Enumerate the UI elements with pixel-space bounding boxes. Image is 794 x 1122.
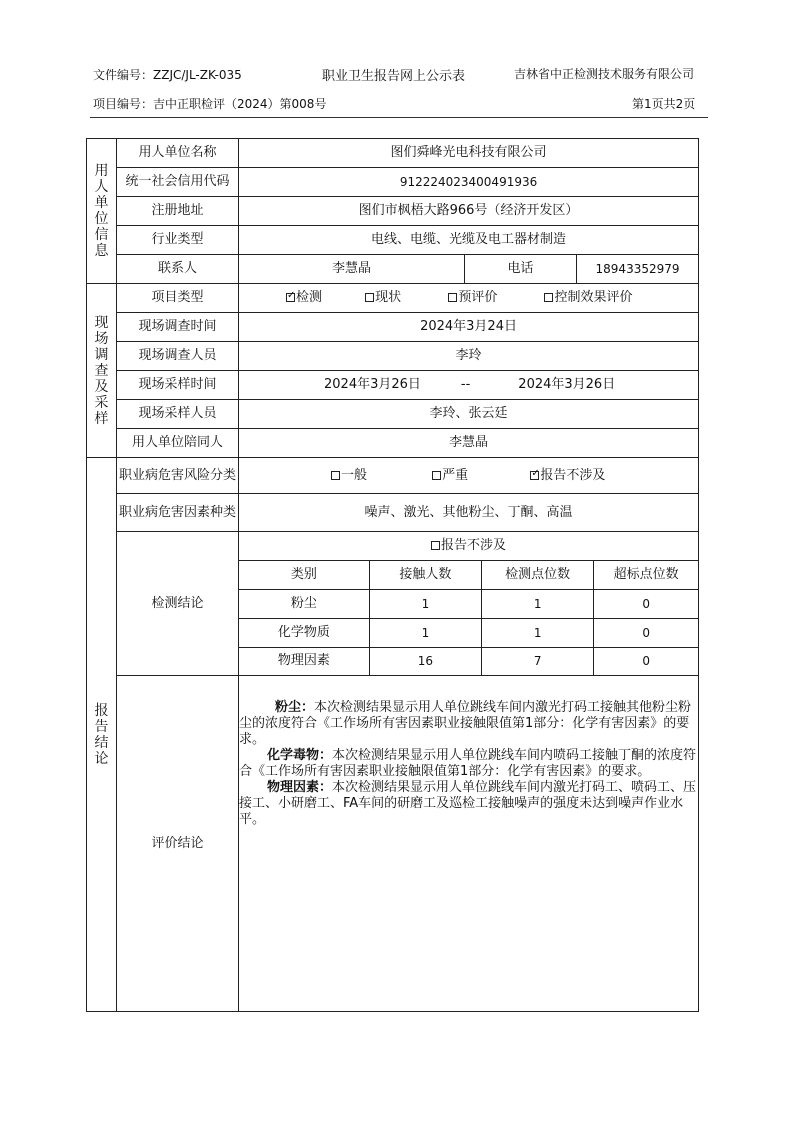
value-address: 图们市枫梧大路966号（经济开发区） [239, 197, 699, 226]
checkbox-icon[interactable] [448, 293, 457, 302]
detection-cell [239, 532, 699, 676]
label-credit-code: 统一社会信用代码 [117, 168, 239, 197]
row-address [87, 197, 699, 226]
label-project-type: 项目类型 [117, 284, 239, 313]
option-risk-not-involved[interactable]: ✓ 报告不涉及 [530, 468, 605, 484]
label-sampling-staff: 现场采样人员 [117, 400, 239, 429]
label-contact: 联系人 [117, 255, 239, 284]
option-pre-evaluation[interactable]: 预评价 [448, 290, 497, 306]
row-evaluation [87, 676, 699, 1012]
header-point-count: 检测点位数 [482, 560, 594, 589]
label-sampling-time: 现场采样时间 [117, 371, 239, 400]
checkbox-icon[interactable] [544, 293, 553, 302]
label-unit-name: 用人单位名称 [117, 139, 239, 168]
report-table [86, 138, 699, 1012]
value-contact: 李慧晶 [239, 255, 465, 284]
label-evaluation: 评价结论 [117, 676, 239, 1012]
header-category: 类别 [239, 560, 369, 589]
row-survey-time [87, 313, 699, 342]
value-survey-time: 2024年3月24日 [239, 313, 699, 342]
row-sampling-staff [87, 400, 699, 429]
header-exposed-count: 接触人数 [369, 560, 481, 589]
row-project-type [87, 284, 699, 313]
value-credit-code: 912224023400491936 [239, 168, 699, 197]
option-status[interactable]: 现状 [365, 290, 401, 306]
sampling-time-to: 2024年3月26日 [518, 377, 616, 392]
value-sampling-staff: 李玲、张云廷 [239, 400, 699, 429]
evaluation-dust: 粉尘：本次检测结果显示用人单位跳线车间内激光打码工接触其他粉尘粉尘的浓度符合《工作场所有害因素职业接触限值第1部分：化学有害因素》的要求。 [239, 700, 692, 747]
checkbox-checked-icon[interactable] [286, 293, 295, 302]
value-survey-staff: 李玲 [239, 342, 699, 371]
row-risk-classification [87, 458, 699, 494]
value-escort: 李慧晶 [239, 429, 699, 458]
row-escort [87, 429, 699, 458]
row-contact [87, 255, 699, 284]
checkbox-icon[interactable] [432, 471, 441, 480]
option-detection[interactable]: ✓ 检测 [286, 290, 322, 306]
company-name: 吉林省中正检测技术服务有限公司 [514, 67, 695, 81]
sampling-time-separator: -- [460, 377, 471, 392]
value-phone: 18943352979 [577, 255, 699, 284]
section-label-unit-info: 用 人 单 位 信 息 [87, 139, 117, 284]
table-row: 化学物质 1 1 0 [239, 618, 698, 647]
project-type-options [239, 284, 699, 313]
checkbox-icon[interactable] [431, 541, 440, 550]
checkbox-checked-icon[interactable] [530, 471, 539, 480]
document-title: 职业卫生报告网上公示表 [322, 69, 466, 84]
project-number: 项目编号：吉中正职检评（2024）第008号 [93, 97, 327, 111]
option-control-evaluation[interactable]: 控制效果评价 [544, 290, 632, 306]
row-hazard-factors [87, 494, 699, 532]
detection-not-involved[interactable]: 报告不涉及 [239, 532, 698, 560]
label-address: 注册地址 [117, 197, 239, 226]
value-hazard-factors: 噪声、激光、其他粉尘、丁酮、高温 [239, 494, 699, 532]
row-sampling-time [87, 371, 699, 400]
table-row: 粉尘 1 1 0 [239, 589, 698, 618]
option-risk-normal[interactable]: 一般 [331, 468, 367, 484]
row-survey-staff [87, 342, 699, 371]
label-survey-time: 现场调查时间 [117, 313, 239, 342]
evaluation-chemical: 化学毒物：本次检测结果显示用人单位跳线车间内喷码工接触丁酮的浓度符合《工作场所有害因素职业接触限值第1部分：化学有害因素》的要求。 [239, 748, 697, 779]
detection-table [239, 532, 698, 675]
label-hazard-factors: 职业病危害因素种类 [117, 494, 239, 532]
header-exceed-count: 超标点位数 [594, 560, 698, 589]
checkbox-icon[interactable] [331, 471, 340, 480]
label-survey-staff: 现场调查人员 [117, 342, 239, 371]
label-phone: 电话 [465, 255, 577, 284]
label-escort: 用人单位陪同人 [117, 429, 239, 458]
row-credit-code [87, 168, 699, 197]
label-industry: 行业类型 [117, 226, 239, 255]
risk-options [239, 458, 699, 494]
row-unit-name [87, 139, 699, 168]
page-indicator: 第1页共2页 [632, 97, 696, 111]
file-number: 文件编号：ZZJC/JL-ZK-035 [93, 68, 242, 82]
detection-header-row [239, 560, 698, 589]
header-divider [90, 117, 708, 118]
checkbox-icon[interactable] [365, 293, 374, 302]
value-industry: 电线、电缆、光缆及电工器材制造 [239, 226, 699, 255]
value-unit-name: 图们舜峰光电科技有限公司 [239, 139, 699, 168]
row-detection [87, 532, 699, 676]
label-risk-classification: 职业病危害风险分类 [117, 458, 239, 494]
section-label-conclusion: 报 告 结 论 [87, 458, 117, 1012]
option-risk-severe[interactable]: 严重 [432, 468, 468, 484]
section-label-survey: 现 场 调 查 及 采 样 [87, 284, 117, 458]
row-industry [87, 226, 699, 255]
table-row: 物理因素 16 7 0 [239, 647, 698, 675]
evaluation-text [239, 676, 699, 1012]
label-detection: 检测结论 [117, 532, 239, 676]
sampling-time-from: 2024年3月26日 [324, 377, 421, 392]
evaluation-physical: 物理因素：本次检测结果显示用人单位跳线车间内激光打码工、喷码工、压接工、小研磨工、FA车间的研磨工及巡检工接触噪声的强度未达到噪声作业水平。 [239, 780, 697, 827]
value-sampling-time [239, 371, 699, 400]
